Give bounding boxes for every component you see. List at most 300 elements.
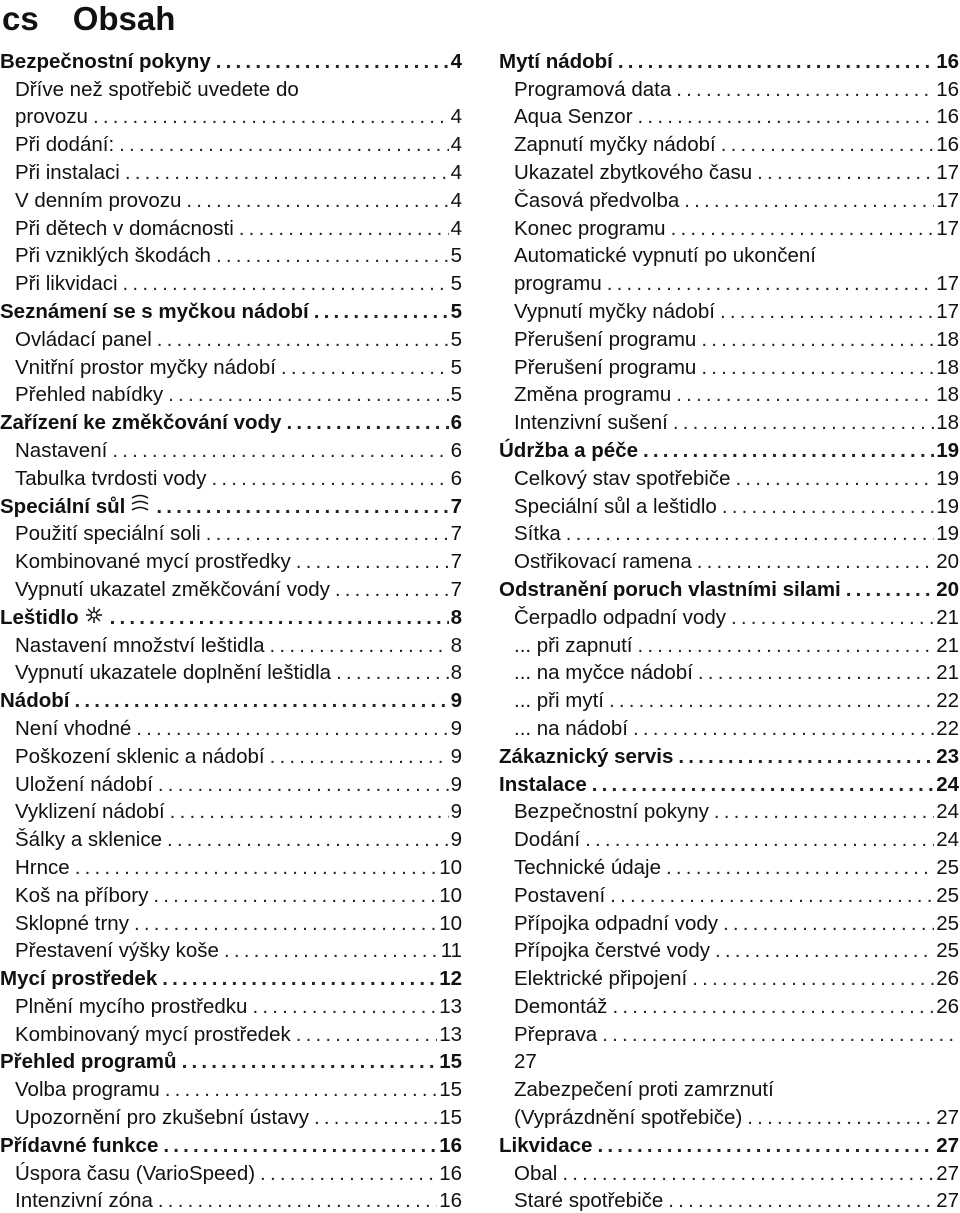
toc-entry-page: 25 bbox=[936, 883, 959, 907]
toc-entry[interactable] bbox=[0, 324, 462, 352]
toc-entry-label: Šálky a sklenice bbox=[15, 828, 162, 852]
toc-section[interactable] bbox=[499, 741, 959, 769]
toc-entry-page: 9 bbox=[450, 716, 462, 740]
toc-entry-label: Kombinované mycí prostředky bbox=[15, 550, 291, 574]
toc-entry-label: Aqua Senzor bbox=[514, 105, 633, 129]
toc-entry[interactable] bbox=[499, 324, 959, 352]
leader-dots bbox=[742, 1106, 934, 1130]
toc-entry-label: Dodání bbox=[514, 828, 581, 852]
toc-entry[interactable] bbox=[499, 1019, 959, 1047]
toc-entry-label: Ovládací panel bbox=[15, 327, 152, 351]
toc-entry[interactable] bbox=[0, 268, 462, 296]
toc-entry-label: Speciální sůl a leštidlo bbox=[514, 494, 717, 518]
toc-entry-label: Při dodání: bbox=[15, 133, 115, 157]
toc-entry-page: 24 bbox=[936, 772, 959, 796]
toc-entry[interactable] bbox=[499, 463, 959, 491]
toc-entry[interactable] bbox=[499, 102, 959, 130]
toc-entry-page: 27 bbox=[936, 1133, 959, 1157]
toc-entry-page: 5 bbox=[450, 299, 462, 323]
toc-entry-page: 7 bbox=[450, 494, 462, 518]
toc-entry-page: 9 bbox=[450, 800, 462, 824]
toc-entry[interactable] bbox=[499, 658, 959, 686]
toc-entry-page: 26 bbox=[936, 967, 959, 991]
toc-entry[interactable] bbox=[499, 824, 959, 852]
toc-entry-label: Přestavení výšky koše bbox=[15, 939, 219, 963]
toc-entry[interactable] bbox=[0, 936, 462, 964]
toc-entry[interactable] bbox=[499, 129, 959, 157]
toc-section[interactable] bbox=[499, 769, 959, 797]
leader-dots bbox=[158, 1134, 437, 1158]
toc-entry-label: Přípojka odpadní vody bbox=[514, 911, 718, 935]
leader-dots bbox=[148, 884, 437, 908]
toc-entry-page: 25 bbox=[936, 855, 959, 879]
leader-dots bbox=[129, 912, 437, 936]
toc-entry[interactable] bbox=[499, 407, 959, 435]
toc-entry[interactable] bbox=[499, 380, 959, 408]
toc-entry-label: ... na nádobí bbox=[514, 716, 628, 740]
toc-entry-label: Plnění mycího prostředku bbox=[15, 994, 248, 1018]
toc-entry-page: 18 bbox=[936, 411, 959, 435]
toc-entry-page: 22 bbox=[936, 689, 959, 713]
toc-entry-page: 9 bbox=[450, 744, 462, 768]
toc-entry-label: Zapnutí myčky nádobí bbox=[514, 133, 716, 157]
leader-dots bbox=[715, 300, 934, 324]
toc-entry[interactable] bbox=[499, 936, 959, 964]
toc-entry[interactable] bbox=[0, 213, 462, 241]
leader-dots bbox=[291, 1023, 437, 1047]
leader-dots bbox=[211, 244, 449, 268]
toc-entry-page: 20 bbox=[936, 550, 959, 574]
toc-entry[interactable] bbox=[0, 463, 462, 491]
toc-entry[interactable] bbox=[0, 630, 462, 658]
toc-entry-page: 18 bbox=[936, 355, 959, 379]
toc-entry-label: Vyklizení nádobí bbox=[15, 800, 165, 824]
toc-section[interactable] bbox=[0, 46, 462, 74]
toc-entry-page: 4 bbox=[450, 160, 462, 184]
toc-entry-label: Přeprava bbox=[514, 1022, 598, 1046]
leader-dots bbox=[105, 606, 449, 630]
toc-section[interactable] bbox=[0, 602, 462, 630]
toc-entry[interactable] bbox=[0, 380, 462, 408]
toc-entry-page: 24 bbox=[936, 828, 959, 852]
toc-entry-page: 27 bbox=[514, 1050, 537, 1074]
toc-entry-page: 27 bbox=[936, 1161, 959, 1185]
leader-dots bbox=[131, 717, 448, 741]
toc-entry[interactable] bbox=[0, 769, 462, 797]
toc-entry-page: 16 bbox=[439, 1189, 462, 1213]
leader-dots bbox=[291, 550, 449, 574]
toc-section[interactable] bbox=[0, 685, 462, 713]
toc-entry[interactable] bbox=[0, 852, 462, 880]
toc-entry-label: Sklopné trny bbox=[15, 911, 129, 935]
leader-dots bbox=[730, 467, 934, 491]
toc-entry-label: ... při mytí bbox=[514, 689, 604, 713]
toc-entry-page: 17 bbox=[936, 160, 959, 184]
toc-entry-page: 6 bbox=[450, 438, 462, 462]
toc-entry-page: 7 bbox=[450, 550, 462, 574]
leader-dots bbox=[69, 689, 448, 713]
toc-entry-page: 10 bbox=[439, 911, 462, 935]
toc-section[interactable] bbox=[499, 574, 959, 602]
toc-entry-page: 6 bbox=[450, 411, 462, 435]
toc-entry-label: ... na myčce nádobí bbox=[514, 661, 693, 685]
toc-entry-label: Úspora času (VarioSpeed) bbox=[15, 1161, 256, 1185]
toc-entry[interactable] bbox=[499, 713, 959, 741]
leader-dots bbox=[717, 495, 934, 519]
toc-entry-label: Odstranění poruch vlastními silami bbox=[499, 577, 841, 601]
toc-section[interactable] bbox=[0, 407, 462, 435]
toc-section[interactable] bbox=[499, 1130, 959, 1158]
toc-entry-page: 11 bbox=[440, 939, 462, 963]
leader-dots bbox=[696, 328, 934, 352]
toc-section[interactable] bbox=[0, 1047, 462, 1075]
toc-entry-label: Ostřikovací ramena bbox=[514, 550, 692, 574]
leader-dots bbox=[597, 1023, 959, 1047]
toc-entry-label: Tabulka tvrdosti vody bbox=[15, 466, 207, 490]
leader-dots bbox=[718, 912, 934, 936]
toc-entry-page: 17 bbox=[936, 299, 959, 323]
toc-entry-page: 27 bbox=[936, 1106, 959, 1130]
leader-dots bbox=[602, 272, 934, 296]
rinse-aid-icon bbox=[83, 605, 105, 630]
toc-entry[interactable] bbox=[0, 908, 462, 936]
leader-dots bbox=[331, 661, 449, 685]
toc-entry-page: 16 bbox=[439, 1161, 462, 1185]
leader-dots bbox=[201, 522, 449, 546]
toc-entry-label: Použití speciální soli bbox=[15, 522, 201, 546]
toc-entry[interactable] bbox=[499, 852, 959, 880]
toc-entry[interactable] bbox=[499, 296, 959, 324]
leader-dots bbox=[752, 161, 934, 185]
leader-dots bbox=[309, 300, 449, 324]
toc-entry-page: 15 bbox=[439, 1078, 462, 1102]
toc-section[interactable] bbox=[0, 491, 462, 519]
leader-dots bbox=[666, 217, 935, 241]
toc-entry-label: Koš na příbory bbox=[15, 883, 149, 907]
leader-dots bbox=[330, 578, 449, 602]
leader-dots bbox=[219, 939, 439, 963]
toc-entry[interactable] bbox=[0, 1074, 462, 1102]
toc-entry-label: Bezpečnostní pokyny bbox=[0, 49, 211, 73]
leader-dots bbox=[265, 745, 449, 769]
toc-entry-label: Obal bbox=[514, 1161, 558, 1185]
toc-entry-page: 16 bbox=[439, 1133, 462, 1157]
language-code: cs bbox=[2, 0, 39, 37]
toc-entry[interactable] bbox=[0, 102, 462, 130]
toc-entry-page: 6 bbox=[450, 466, 462, 490]
leader-dots bbox=[587, 773, 934, 797]
toc-entry-page: 19 bbox=[936, 438, 959, 462]
leader-dots bbox=[668, 411, 934, 435]
leader-dots bbox=[638, 439, 934, 463]
toc-entry-page: 10 bbox=[439, 883, 462, 907]
toc-entry-page: 5 bbox=[450, 355, 462, 379]
toc-entry-label: Intenzivní sušení bbox=[514, 411, 668, 435]
toc-entry[interactable] bbox=[499, 602, 959, 630]
leader-dots bbox=[841, 578, 934, 602]
toc-entry-label: Programová data bbox=[514, 77, 672, 101]
toc-entry-page: 7 bbox=[450, 522, 462, 546]
toc-entry[interactable] bbox=[0, 574, 462, 602]
leader-dots bbox=[709, 800, 934, 824]
toc-section[interactable] bbox=[499, 46, 959, 74]
toc-entry-label: Uložení nádobí bbox=[15, 772, 153, 796]
toc-entry-page: 4 bbox=[450, 216, 462, 240]
toc-entry-page: 19 bbox=[936, 494, 959, 518]
toc-entry[interactable] bbox=[499, 1102, 959, 1130]
toc-section[interactable] bbox=[0, 296, 462, 324]
toc-entry-label: Nádobí bbox=[0, 689, 70, 713]
toc-entry-page: 25 bbox=[936, 939, 959, 963]
toc-entry-label: Elektrické připojení bbox=[514, 967, 688, 991]
toc-entry-label: Přerušení programu bbox=[514, 327, 697, 351]
toc-entry-page: 16 bbox=[936, 77, 959, 101]
toc-entry[interactable] bbox=[0, 797, 462, 825]
toc-entry[interactable] bbox=[0, 741, 462, 769]
leader-dots bbox=[679, 189, 934, 213]
toc-entry-label: Při instalaci bbox=[15, 160, 120, 184]
toc-entry[interactable] bbox=[499, 991, 959, 1019]
leader-dots bbox=[580, 828, 934, 852]
toc-entry-label: Vypnutí ukazatele doplnění leštidla bbox=[15, 661, 332, 685]
leader-dots bbox=[671, 78, 934, 102]
toc-entry-page: 9 bbox=[450, 772, 462, 796]
toc-entry-label: Konec programu bbox=[514, 216, 666, 240]
toc-entry-page: 9 bbox=[450, 828, 462, 852]
toc-entry-page: 15 bbox=[439, 1050, 462, 1074]
toc-entry-first-line: Zabezpečení proti zamrznutí bbox=[514, 1078, 774, 1102]
toc-entry[interactable] bbox=[0, 991, 462, 1019]
toc-entry-page: 4 bbox=[450, 188, 462, 212]
toc-entry[interactable] bbox=[0, 824, 462, 852]
leader-dots bbox=[163, 383, 448, 407]
toc-entry[interactable] bbox=[499, 352, 959, 380]
toc-entry[interactable] bbox=[499, 1158, 959, 1186]
toc-entry-label: ... při zapnutí bbox=[514, 633, 633, 657]
leader-dots bbox=[70, 856, 438, 880]
leader-dots bbox=[687, 967, 934, 991]
toc-entry-label: Instalace bbox=[499, 772, 587, 796]
toc-entry-label: Při dětech v domácnosti bbox=[15, 216, 234, 240]
toc-entry[interactable] bbox=[0, 1102, 462, 1130]
leader-dots bbox=[276, 356, 449, 380]
leader-dots bbox=[613, 50, 934, 74]
toc-entry[interactable] bbox=[499, 213, 959, 241]
toc-entry-label: Přípojka čerstvé vody bbox=[514, 939, 710, 963]
toc-entry-label: Sítka bbox=[514, 522, 561, 546]
toc-entry[interactable] bbox=[0, 352, 462, 380]
toc-entry-page: 27 bbox=[936, 1189, 959, 1213]
toc-entry-label: programu bbox=[514, 272, 602, 296]
page-header bbox=[0, 0, 175, 44]
toc-entry-label: Vnitřní prostor myčky nádobí bbox=[15, 355, 276, 379]
toc-entry-label: Čerpadlo odpadní vody bbox=[514, 605, 726, 629]
page-title: Obsah bbox=[72, 0, 176, 37]
toc-entry-label: Vypnutí ukazatel změkčování vody bbox=[15, 577, 330, 601]
leader-dots bbox=[661, 856, 934, 880]
leader-dots bbox=[671, 383, 934, 407]
toc-entry-label: Ukazatel zbytkového času bbox=[514, 160, 753, 184]
leader-dots bbox=[604, 689, 934, 713]
toc-entry-page: 20 bbox=[936, 577, 959, 601]
leader-dots bbox=[663, 1189, 934, 1213]
toc-entry-page: 22 bbox=[936, 716, 959, 740]
toc-entry-page: 13 bbox=[439, 1022, 462, 1046]
leader-dots bbox=[255, 1162, 437, 1186]
leader-dots bbox=[561, 522, 934, 546]
toc-entry-page: 8 bbox=[450, 661, 462, 685]
toc-entry[interactable] bbox=[0, 1158, 462, 1186]
toc-entry-label: Přehled nabídky bbox=[15, 383, 164, 407]
leader-dots bbox=[160, 1078, 437, 1102]
toc-entry-page: 4 bbox=[450, 133, 462, 157]
toc-entry-label: Bezpečnostní pokyny bbox=[514, 800, 709, 824]
toc-section[interactable] bbox=[0, 963, 462, 991]
toc-entry[interactable] bbox=[0, 435, 462, 463]
toc-entry-label: Přehled programů bbox=[0, 1050, 177, 1074]
toc-entry[interactable] bbox=[0, 546, 462, 574]
toc-left-column bbox=[0, 46, 462, 1213]
toc-entry-page: 21 bbox=[936, 605, 959, 629]
leader-dots bbox=[234, 217, 449, 241]
toc-entry-page: 7 bbox=[450, 577, 462, 601]
leader-dots bbox=[673, 745, 934, 769]
toc-entry[interactable] bbox=[499, 491, 959, 519]
leader-dots bbox=[696, 356, 934, 380]
toc-entry-page: 8 bbox=[450, 605, 462, 629]
toc-entry[interactable] bbox=[499, 1186, 959, 1213]
toc-entry[interactable] bbox=[499, 519, 959, 547]
leader-dots bbox=[605, 884, 934, 908]
toc-entry[interactable] bbox=[499, 74, 959, 102]
leader-dots bbox=[162, 828, 449, 852]
toc-entry-label: Zákaznický servis bbox=[499, 744, 674, 768]
toc-section[interactable] bbox=[499, 435, 959, 463]
toc-entry-page: 24 bbox=[936, 800, 959, 824]
toc-section[interactable] bbox=[0, 1130, 462, 1158]
toc-entry[interactable] bbox=[0, 880, 462, 908]
leader-dots bbox=[177, 1050, 438, 1074]
toc-entry-label: Není vhodné bbox=[15, 716, 132, 740]
toc-entry[interactable] bbox=[0, 713, 462, 741]
toc-entry-page: 16 bbox=[936, 133, 959, 157]
toc-right-column bbox=[499, 46, 959, 1213]
toc-entry[interactable] bbox=[499, 880, 959, 908]
leader-dots bbox=[265, 634, 449, 658]
leader-dots bbox=[118, 272, 449, 296]
toc-entry-label: (Vyprázdnění spotřebiče) bbox=[514, 1106, 743, 1130]
leader-dots bbox=[716, 133, 935, 157]
toc-entry-label: Změna programu bbox=[514, 383, 672, 407]
toc-entry-label: Technické údaje bbox=[514, 855, 662, 879]
toc-entry-page: 4 bbox=[450, 49, 462, 73]
toc-entry[interactable] bbox=[0, 185, 462, 213]
toc-entry[interactable] bbox=[0, 241, 462, 269]
toc-entry-label: Poškození sklenic a nádobí bbox=[15, 744, 265, 768]
toc-entry[interactable] bbox=[499, 546, 959, 574]
leader-dots bbox=[153, 1189, 437, 1213]
toc-entry-label: Nastavení množství leštidla bbox=[15, 633, 265, 657]
toc-entry-label: Speciální sůl bbox=[0, 494, 126, 518]
leader-dots bbox=[107, 439, 448, 463]
toc-entry[interactable] bbox=[499, 185, 959, 213]
toc-entry-page: 9 bbox=[450, 689, 462, 713]
toc-entry-first-line: Automatické vypnutí po ukončení bbox=[514, 244, 816, 268]
toc-entry-label: Nastavení bbox=[15, 438, 108, 462]
toc-entry-page: 21 bbox=[936, 661, 959, 685]
toc-entry[interactable] bbox=[499, 157, 959, 185]
leader-dots bbox=[281, 411, 448, 435]
toc-entry-label: Hrnce bbox=[15, 855, 70, 879]
toc-entry-page: 26 bbox=[936, 994, 959, 1018]
toc-entry-label: Při likvidaci bbox=[15, 272, 118, 296]
toc-entry[interactable] bbox=[499, 797, 959, 825]
toc-entry[interactable] bbox=[0, 1019, 462, 1047]
toc-entry-label: Intenzivní zóna bbox=[15, 1189, 153, 1213]
toc-entry-label: Upozornění pro zkušební ústavy bbox=[15, 1106, 309, 1130]
toc-entry-label: Demontáž bbox=[514, 994, 608, 1018]
toc-entry-label: Mytí nádobí bbox=[499, 49, 613, 73]
toc-entry[interactable] bbox=[499, 908, 959, 936]
toc-entry-page: 25 bbox=[936, 911, 959, 935]
toc-entry[interactable] bbox=[0, 658, 462, 686]
leader-dots bbox=[633, 105, 935, 129]
toc-entry[interactable] bbox=[0, 157, 462, 185]
leader-dots bbox=[157, 967, 437, 991]
toc-entry-page: 23 bbox=[936, 744, 959, 768]
toc-entry-page: 19 bbox=[936, 466, 959, 490]
toc-entry-page: 16 bbox=[936, 105, 959, 129]
toc-entry[interactable] bbox=[499, 268, 959, 296]
toc-entry-page: 19 bbox=[936, 522, 959, 546]
toc-entry[interactable] bbox=[499, 630, 959, 658]
toc-entry-label: Postavení bbox=[514, 883, 606, 907]
toc-entry-label: Kombinovaný mycí prostředek bbox=[15, 1022, 291, 1046]
toc-entry-page: 17 bbox=[936, 188, 959, 212]
toc-entry-page: 18 bbox=[936, 327, 959, 351]
toc-entry-label: Mycí prostředek bbox=[0, 967, 158, 991]
leader-dots bbox=[592, 1134, 934, 1158]
toc-entry-page: 5 bbox=[450, 383, 462, 407]
leader-dots bbox=[692, 550, 934, 574]
toc-entry-label: Údržba a péče bbox=[499, 438, 638, 462]
toc-entry-label: V denním provozu bbox=[15, 188, 182, 212]
toc-entry[interactable] bbox=[0, 519, 462, 547]
toc-entry-page: 17 bbox=[936, 272, 959, 296]
toc-entry-page: 10 bbox=[439, 855, 462, 879]
toc-entry-label: Přídavné funkce bbox=[0, 1133, 159, 1157]
leader-dots bbox=[151, 495, 448, 519]
leader-dots bbox=[710, 939, 934, 963]
toc-entry[interactable] bbox=[499, 963, 959, 991]
leader-dots bbox=[557, 1162, 934, 1186]
toc-entry[interactable] bbox=[0, 1186, 462, 1213]
toc-entry-page: 5 bbox=[450, 272, 462, 296]
toc-entry-label: Přerušení programu bbox=[514, 355, 697, 379]
toc-entry-page: 8 bbox=[450, 633, 462, 657]
leader-dots bbox=[633, 634, 935, 658]
toc-entry-label: Při vzniklých škodách bbox=[15, 244, 211, 268]
toc-entry[interactable] bbox=[499, 685, 959, 713]
leader-dots bbox=[247, 995, 437, 1019]
toc-entry[interactable] bbox=[0, 129, 462, 157]
toc-entry-page: 15 bbox=[439, 1106, 462, 1130]
leader-dots bbox=[120, 161, 449, 185]
leader-dots bbox=[693, 661, 934, 685]
salt-icon bbox=[129, 494, 151, 519]
leader-dots bbox=[628, 717, 934, 741]
leader-dots bbox=[211, 50, 449, 74]
